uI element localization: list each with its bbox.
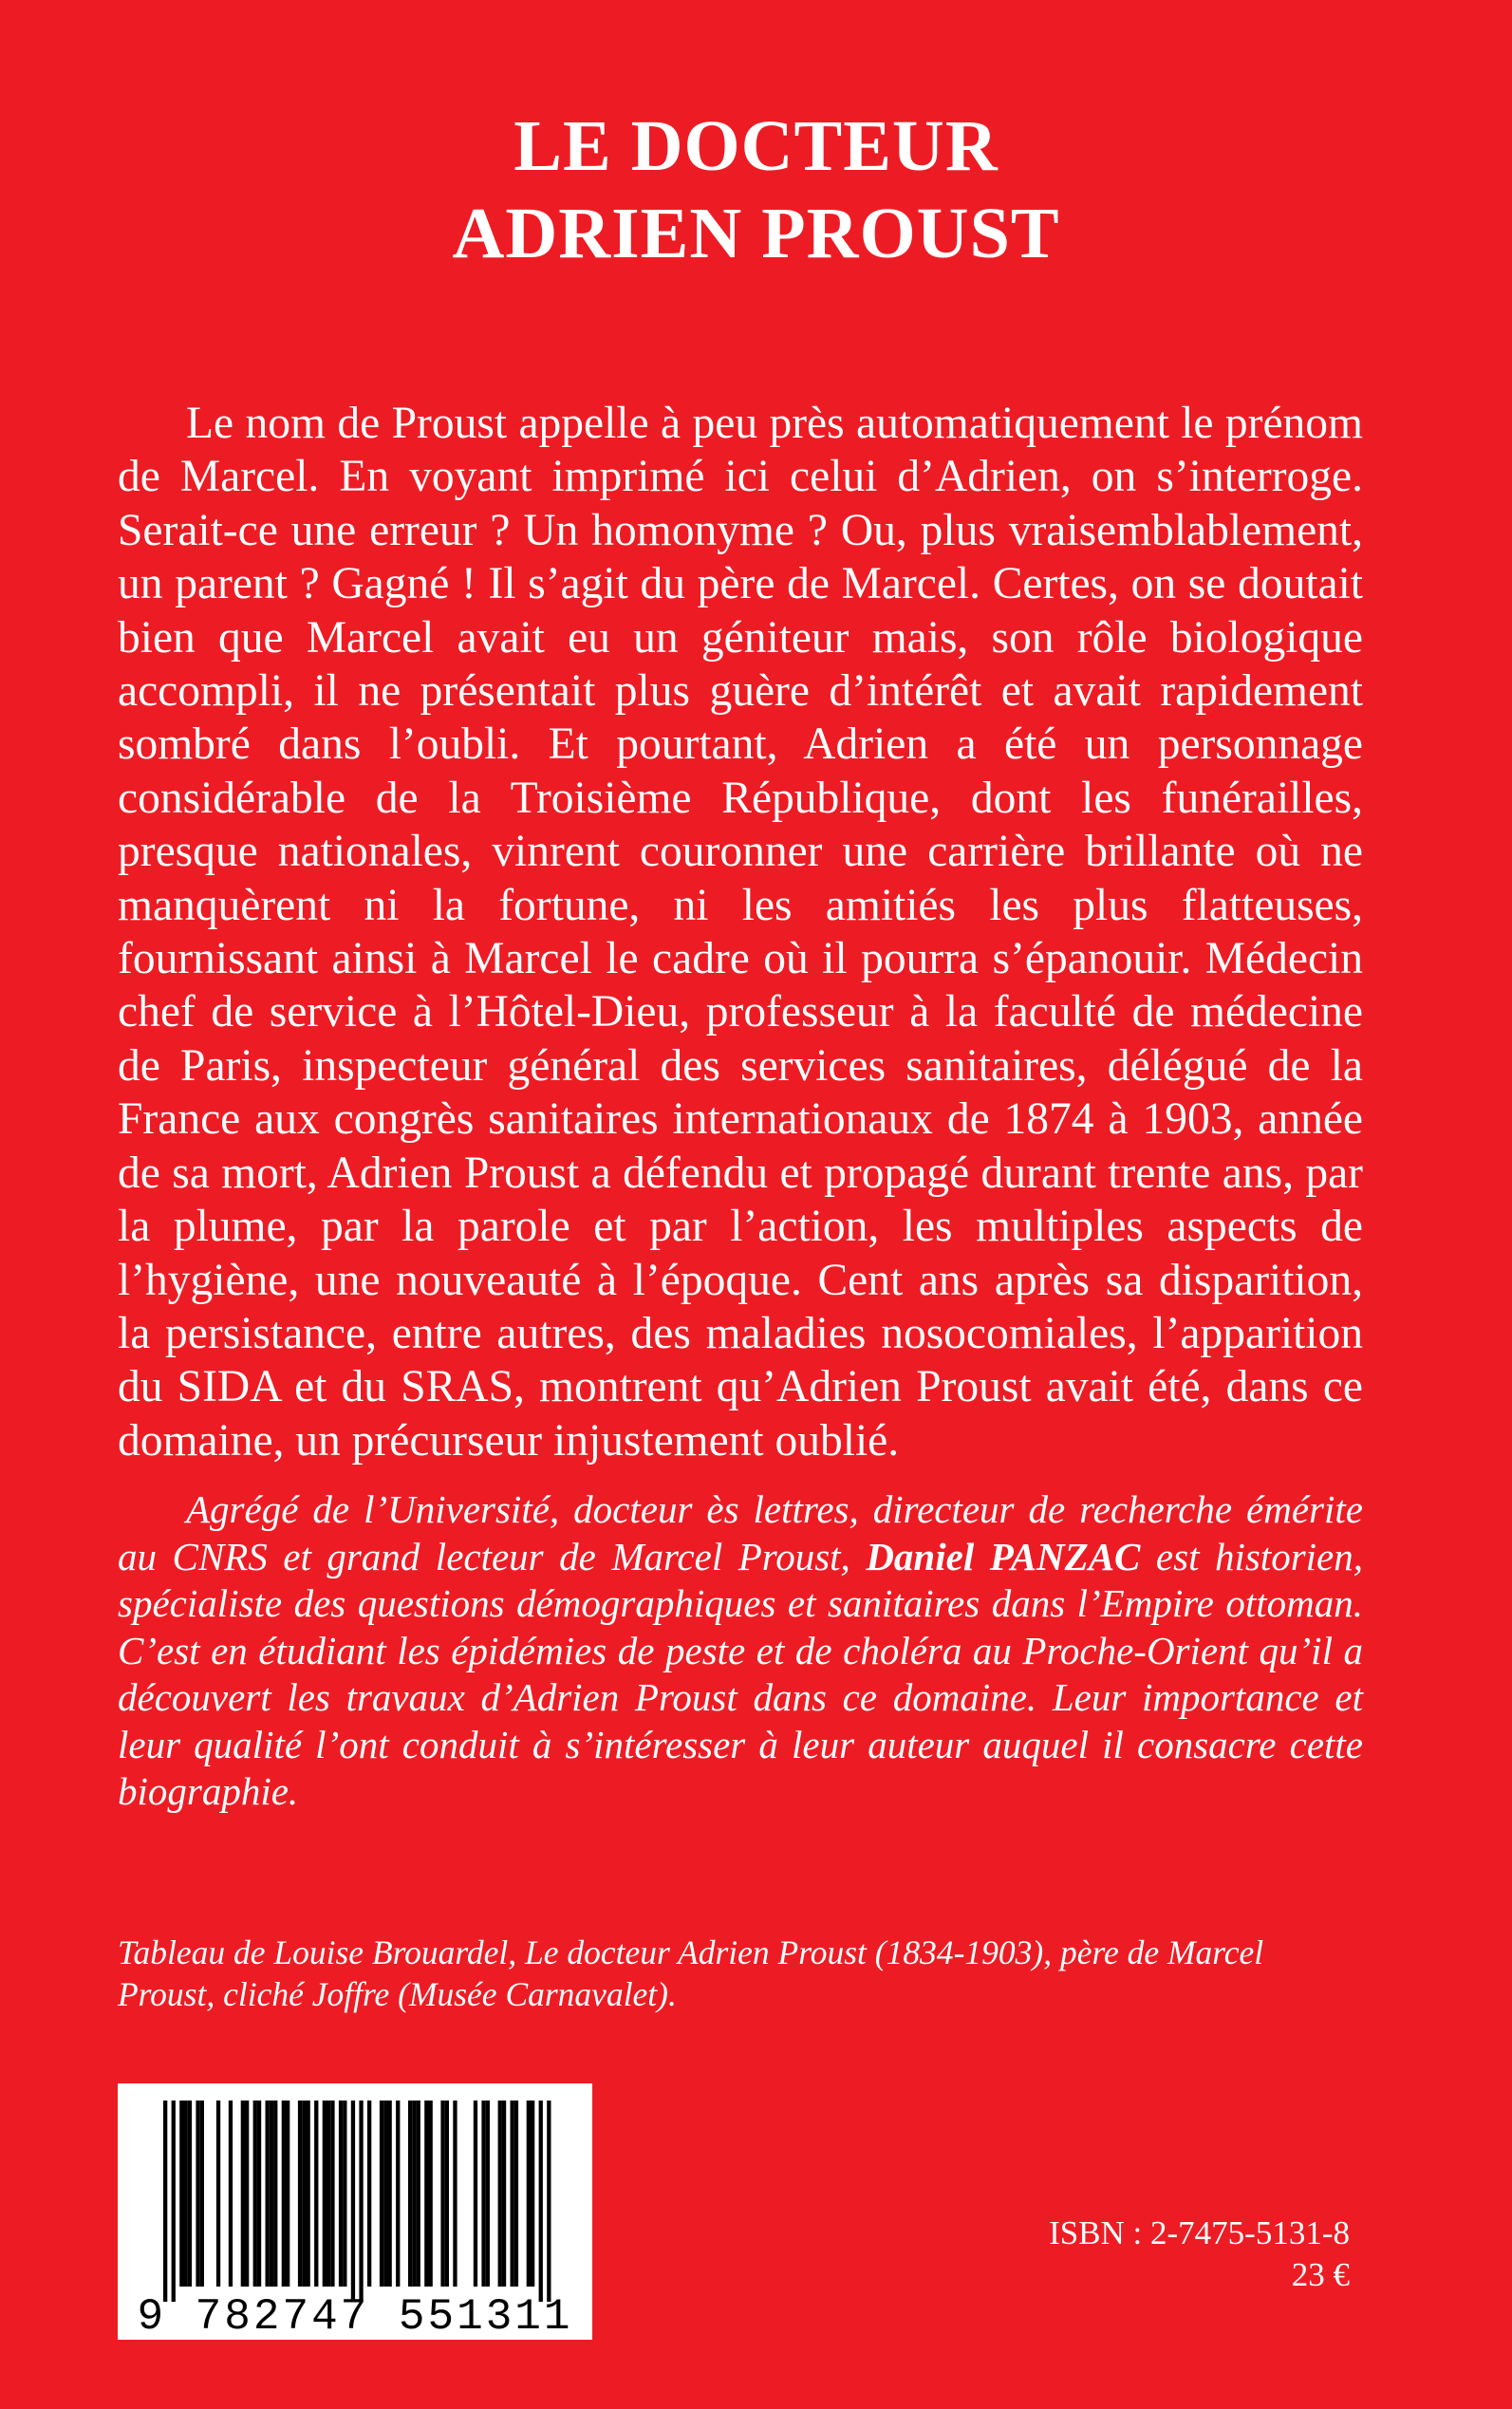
barcode-bar <box>514 2101 518 2287</box>
book-title <box>0 103 1512 277</box>
barcode-bar <box>282 2101 286 2287</box>
barcode-bar <box>330 2101 334 2287</box>
barcode-digits: 9 782747 551311 <box>137 2292 573 2340</box>
barcode-bar <box>266 2101 270 2287</box>
barcode-bar <box>270 2101 273 2287</box>
barcode-bar <box>502 2101 506 2287</box>
barcode-bar <box>511 2101 514 2287</box>
barcode-bar <box>481 2101 485 2287</box>
barcode-bar <box>273 2101 277 2287</box>
barcode-bar <box>527 2101 531 2287</box>
title-line-2: ADRIEN PROUST <box>452 194 1060 273</box>
barcode-bar <box>327 2101 330 2287</box>
barcode-bar <box>367 2101 371 2287</box>
barcode-bar <box>498 2101 502 2287</box>
barcode-bar <box>429 2101 433 2287</box>
barcode-bar <box>547 2101 551 2302</box>
barcode-bar <box>531 2101 534 2287</box>
barcode-bar <box>351 2101 355 2302</box>
title-line-1: LE DOCTEUR <box>513 106 999 186</box>
barcode-bar <box>396 2101 400 2287</box>
barcode-bar <box>417 2101 420 2287</box>
barcode-bar <box>383 2101 387 2287</box>
barcode-bar <box>339 2101 343 2287</box>
barcode-bar <box>408 2101 412 2287</box>
barcode-bar <box>188 2101 192 2287</box>
barcode-bar <box>196 2101 199 2287</box>
barcode-bar <box>445 2101 449 2287</box>
barcode-bar <box>286 2101 289 2287</box>
barcode-bar <box>486 2101 490 2287</box>
barcode-bar <box>412 2101 416 2287</box>
barcode-bar <box>314 2101 318 2287</box>
barcode-bar <box>453 2101 457 2287</box>
author-bio <box>118 1486 1363 1816</box>
barcode-bar <box>172 2101 176 2302</box>
barcode-bar <box>380 2101 383 2287</box>
barcode-bars <box>163 2101 551 2302</box>
barcode-bar <box>200 2101 204 2287</box>
barcode-bar <box>298 2101 302 2287</box>
barcode-bar <box>388 2101 392 2287</box>
barcode-bar <box>440 2101 444 2287</box>
author-bio-end: est historien, spécialiste des questions démographiques et sanitaires dans l’Empire ottoman. C’est en étudiant les épidémies de peste et de choléra au Proche-Orient qu’il a découvert les travaux d’Adrien Proust dans ce domaine. Leur importance et leur qualité l’ont conduit à s’intéresser à leur auteur auquel il consacre cette biographie. <box>118 1534 1363 1813</box>
barcode-graphic <box>118 2083 592 2340</box>
barcode-bar <box>359 2101 363 2302</box>
barcode-bar <box>257 2101 261 2287</box>
barcode <box>118 2083 592 2340</box>
barcode-bar <box>474 2101 477 2287</box>
price: 23 € <box>1291 2256 1350 2293</box>
book-summary: Le nom de Proust appelle à peu près automatiquement le prénom de Marcel. En voyant imprimé ici celui d’Adrien, on s’interroge. Serait-ce une erreur ? Un homonyme ? Ou, plus vraisemblablement, un parent ? Gagné ! Il s’agit du père de Marcel. Certes, on se doutait bien que Marcel avait eu un géniteur mais, son rôle biologique accompli, il ne présentait plus guère d’intérêt et avait rapidement sombré dans l’oubli. Et pourtant, Adrien a été un personnage considérable de la Troisième République, dont les funérailles, presque nationales, vinrent couronner une carrière brillante où ne manquèrent ni la fortune, ni les amitiés les plus flatteuses, fournissant ainsi à Marcel le cadre où il pourra s’épanouir. Médecin chef de service à l’Hôtel-Dieu, professeur à la faculté de médecine de Paris, inspecteur général des services sanitaires, délégué de la France aux congrès sanitaires internationaux de 1874 à 1903, année de sa mort, Adrien Proust a défendu et propagé durant trente ans, par la plume, par la parole et par l’action, les multiples aspects de l’hygiène, une nouveauté à l’époque. Cent ans après sa disparition, la persistance, entre autres, des maladies nosocomiales, l’apparition du SIDA et du SRAS, montrent qu’Adrien Proust avait été, dans ce domaine, un précurseur injustement oublié. <box>118 399 1363 1466</box>
barcode-bar <box>302 2101 306 2287</box>
barcode-bar <box>539 2101 543 2302</box>
barcode-bar <box>253 2101 257 2287</box>
barcode-bar <box>179 2101 183 2287</box>
barcode-bar <box>216 2101 220 2287</box>
isbn: ISBN : 2-7475-5131-8 <box>1049 2214 1350 2251</box>
author-name: Daniel PANZAC <box>866 1534 1141 1578</box>
barcode-bar <box>343 2101 346 2287</box>
barcode-bar <box>245 2101 249 2287</box>
barcode-bar <box>184 2101 188 2287</box>
barcode-bar <box>323 2101 327 2287</box>
cover-image-caption: Tableau de Louise Brouardel, Le docteur Adrien Proust (1834-1903), père de Marcel Proust, cliché Joffre (Musée Carnavalet). <box>118 1933 1264 2013</box>
barcode-bar <box>241 2101 245 2287</box>
barcode-bar <box>307 2101 310 2287</box>
barcode-bar <box>163 2101 167 2302</box>
author-bio-start: Agrégé de l’Université, docteur ès lettres, directeur de recherche émérite au CNRS et grand lecteur de Marcel Proust, <box>118 1487 1363 1578</box>
barcode-bar <box>424 2101 428 2287</box>
barcode-bar <box>229 2101 233 2287</box>
